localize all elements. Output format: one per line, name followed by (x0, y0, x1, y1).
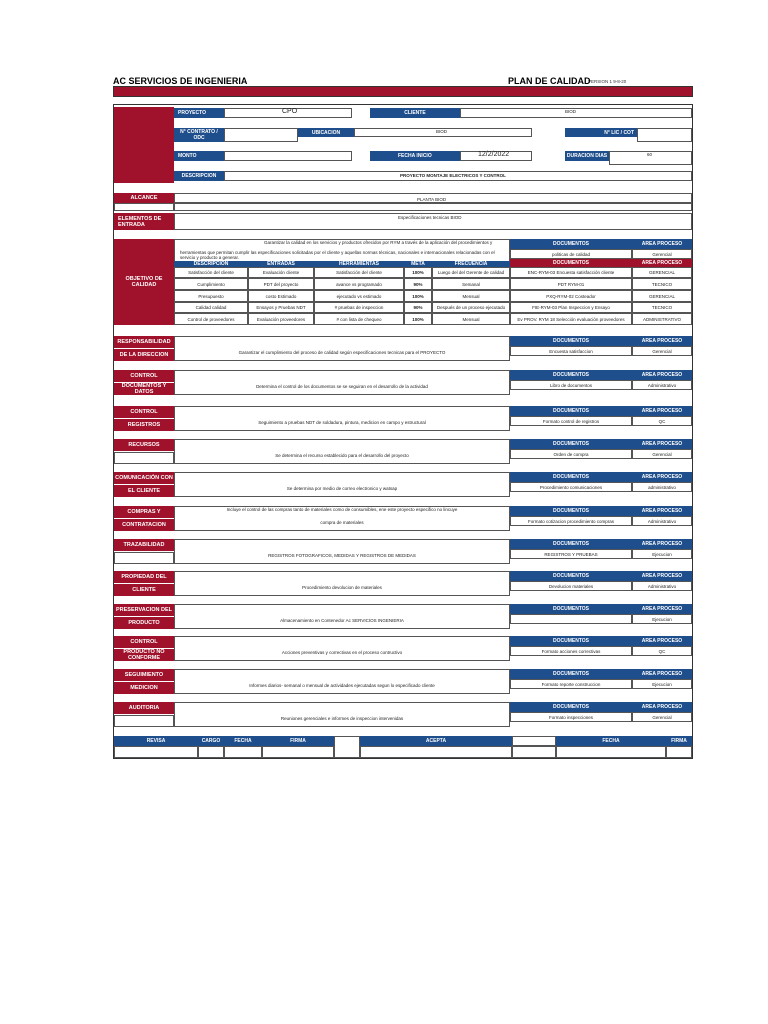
section-text: Acciones preventivas y correctivas en el proceso contructivo (281, 650, 403, 655)
section-doc-value: Orden de compra (510, 449, 632, 459)
section-content-box[interactable] (174, 336, 510, 361)
section-title: CONTROL (114, 406, 174, 418)
section-area-value: Administrativo (632, 581, 692, 591)
section-title: RECURSOS (114, 439, 174, 451)
section-text-2: compra de materiales (320, 520, 364, 525)
duracion-value: 60 (647, 152, 653, 157)
obj-cell: Mensual (432, 313, 510, 325)
footer-revisa-field[interactable] (114, 746, 198, 758)
section-doc-header: DOCUMENTOS (510, 506, 632, 516)
section-area-header: AREA PROCESO (632, 604, 692, 614)
section-content-box[interactable] (174, 669, 510, 694)
section-area-value: QC (632, 646, 692, 656)
header-bar (113, 86, 693, 97)
obj-cell: Semanal (432, 278, 510, 290)
footer-spacer (334, 736, 360, 758)
section-doc-value: Formato inspecciones (510, 712, 632, 722)
company-name: AC SERVICIOS DE INGENIERIA (113, 76, 248, 86)
obj-cell: Satisfacción del cliente (314, 267, 404, 278)
objetivo-text-1: Garantizar la calidad en los servicios y productos ofrecidos por RYM a través de la aplicación del procedimientos y (264, 240, 493, 245)
ubicacion-label: UBICACION (298, 128, 354, 137)
section-doc-header: DOCUMENTOS (510, 702, 632, 712)
section-title: CONTROL (114, 370, 174, 382)
footer-firma-field[interactable] (262, 746, 334, 758)
obj-cell: Mensual (432, 290, 510, 302)
obj-cell: Ensayos y Pruebas NDT (248, 302, 314, 313)
section-doc-header: DOCUMENTOS (510, 472, 632, 482)
footer-cargo: CARGO (198, 736, 224, 746)
section-content-box[interactable] (174, 370, 510, 395)
obj-doc-top: politicas de calidad (510, 249, 632, 259)
obj-cell: avance vs programado (314, 278, 404, 290)
section-area-header: AREA PROCESO (632, 370, 692, 380)
obj-cell: Luego del del Gerente de calidad (432, 267, 510, 278)
footer-fecha: FECHA (224, 736, 262, 746)
monto-field[interactable] (224, 151, 352, 161)
section-doc-value: Encuesta satisfaccion (510, 346, 632, 356)
section-subtitle-empty (114, 552, 174, 564)
section-doc-value: Libro de documentos (510, 380, 632, 390)
obj-area-header-2: AREA PROCESO (632, 259, 692, 267)
section-text: Almacenamiento en Contenedor Ac SERVICIOS INGENIERIA (280, 618, 404, 623)
objetivo-label: OBJETIVO DE CALIDAD (114, 239, 174, 325)
descripcion-label: DESCRIPCION (174, 171, 224, 181)
section-subtitle: PRODUCTO (114, 617, 174, 629)
section-area-value: QC (632, 416, 692, 426)
monto-label: MONTO (174, 151, 224, 161)
ubicacion-value: BIOD (436, 129, 448, 134)
obj-doc-cell: Ev PROV. RYM 18 Selección evaluación proveedores (510, 313, 632, 325)
section-doc-header: DOCUMENTOS (510, 406, 632, 416)
obj-col-frecuencia: FRECUENCIA (432, 261, 510, 267)
obj-cell: Presupuesto (174, 290, 248, 302)
footer-firma-2: FIRMA (666, 736, 692, 746)
section-title: PRESERVACION DEL (114, 604, 174, 616)
section-area-header: AREA PROCESO (632, 669, 692, 679)
section-text: Incluye el control de las compras tanto de materiales como de consumibles, ene este proyecto especifico no lincuye (226, 507, 458, 512)
fecha-inicio-label: FECHA INICIO (370, 151, 460, 161)
elementos-label: ELEMENTOS DE ENTRADA (114, 213, 174, 230)
section-content-box[interactable] (174, 636, 510, 661)
section-subtitle: MEDICION (114, 682, 174, 694)
obj-doc-header-2: DOCUMENTOS (510, 259, 632, 267)
section-doc-header: DOCUMENTOS (510, 669, 632, 679)
section-doc-header: DOCUMENTOS (510, 636, 632, 646)
lic-field[interactable] (637, 128, 692, 142)
obj-doc-cell: PDT RYM-01 (510, 278, 632, 290)
objetivo-text-2: herramientas que permitan cumplir las especificaciones solicitadas por el cliente y aquellas normas técnicas, nacionales e internacionales relacionadas con el servicio y producto a generar. (180, 250, 495, 260)
section-doc-header: DOCUMENTOS (510, 336, 632, 346)
obj-cell: 100% (404, 267, 432, 278)
section-subtitle: EL CLIENTE (114, 485, 174, 497)
footer-acepta-field[interactable] (360, 746, 512, 758)
section-area-value: Gerencial (632, 449, 692, 459)
section-area-value: Ejecucion (632, 679, 692, 689)
section-text: Reuniones gerenciales e informes de inspeccion intervenidas (280, 716, 404, 721)
lic-label: N° LIC / COT (565, 128, 637, 137)
section-area-value: Gerencial (632, 712, 692, 722)
elementos-value: Especificaciones tecnicas BIOD (398, 215, 462, 220)
section-doc-value: Formato acciones correctivas (510, 646, 632, 656)
section-area-header: AREA PROCESO (632, 472, 692, 482)
section-area-header: AREA PROCESO (632, 636, 692, 646)
footer-acepta-name[interactable] (512, 736, 556, 746)
section-doc-value: Formato cotizacion procedimiento compras (510, 516, 632, 526)
section-text: Seguimiento a pruebas NDT de soldadura, pintura, medicion en campo y estructural (258, 420, 426, 425)
obj-cell: Después de un proceso ejecutado (432, 302, 510, 313)
section-text: Informes diarios- semanal o mensual de actividades ejecutadas segun lo especificado cliente (249, 683, 435, 688)
proyecto-value: CPO (282, 108, 298, 115)
alcance-label: ALCANCE (114, 193, 174, 203)
section-text: Determina el control de los documentos se se seguiran en el desarrollo de la actividad (256, 384, 428, 389)
contrato-label: N° CONTRATO / ODC (174, 128, 224, 142)
obj-cell: PDT del proyecto (248, 278, 314, 290)
section-text: Se determina por medio de correo electronico y watsap (286, 486, 398, 491)
obj-cell: # con lista de chequeo (314, 313, 404, 325)
section-area-header: AREA PROCESO (632, 406, 692, 416)
obj-cell: Calidad calidad (174, 302, 248, 313)
plan-title: PLAN DE CALIDAD (508, 76, 591, 86)
obj-cell: 90% (404, 302, 432, 313)
obj-col-descripcion: DESCRIPCION (174, 261, 248, 267)
section-title: RESPONSABILIDAD (114, 336, 174, 348)
section-doc-header: DOCUMENTOS (510, 539, 632, 549)
obj-area-cell: ADMINISTRATIVO (632, 313, 692, 325)
section-area-value: Administrativo (632, 380, 692, 390)
section-content-box[interactable] (174, 702, 510, 727)
cliente-value: BIOD (565, 109, 577, 114)
footer-fecha-2-field[interactable] (556, 746, 666, 758)
section-doc-value (510, 614, 632, 624)
section-doc-header: DOCUMENTOS (510, 604, 632, 614)
section-area-value: Ejecucion (632, 614, 692, 624)
proyecto-label: PROYECTO (174, 108, 224, 118)
section-doc-header: DOCUMENTOS (510, 370, 632, 380)
section-subtitle-empty (114, 452, 174, 464)
section-title: TRAZABILIDAD (114, 539, 174, 551)
section-doc-value: Procedimiento comunicaciones (510, 482, 632, 492)
section-area-header: AREA PROCESO (632, 439, 692, 449)
section-doc-value: Formato control de registros (510, 416, 632, 426)
section-doc-value: REGISTROS Y PRUEBAS (510, 549, 632, 559)
obj-cell: ejecutado vs estimado (314, 290, 404, 302)
section-area-header: AREA PROCESO (632, 506, 692, 516)
obj-area-cell: TECNICO (632, 278, 692, 290)
obj-area-header: AREA PROCESO (632, 239, 692, 249)
section-content-box[interactable] (174, 571, 510, 596)
footer-fecha-2: FECHA (556, 736, 666, 746)
section-doc-value: Formato reporte construccion (510, 679, 632, 689)
obj-cell: 100% (404, 313, 432, 325)
obj-doc-cell: FIE-RYM-03 Plan Inspeccion y Ensayo (510, 302, 632, 313)
obj-doc-cell: ENC-RYM-03 Encuesta satisfacción cliente (510, 267, 632, 278)
footer-acepta: ACEPTA (360, 736, 512, 746)
section-title: SEGUIMIENTO (114, 669, 174, 681)
cliente-label: CLIENTE (370, 108, 460, 118)
section-area-value: Ejecucion (632, 549, 692, 559)
footer-firma-2-field[interactable] (666, 746, 692, 758)
obj-cell: 90% (404, 278, 432, 290)
obj-cell: # pruebas de inspeccion (314, 302, 404, 313)
section-doc-header: DOCUMENTOS (510, 571, 632, 581)
section-title: COMUNICACIÓN CON (114, 472, 174, 484)
obj-col-meta: META (404, 261, 432, 267)
footer-firma: FIRMA (262, 736, 334, 746)
section-area-header: AREA PROCESO (632, 702, 692, 712)
section-content-box[interactable] (174, 406, 510, 431)
section-area-header: AREA PROCESO (632, 539, 692, 549)
obj-cell: Cumplimiento (174, 278, 248, 290)
obj-cell: Control de proveedores (174, 313, 248, 325)
obj-area-cell: GERENCIAL (632, 267, 692, 278)
duracion-label: DURACION DIAS (566, 153, 608, 159)
section-title: AUDITORIA (114, 702, 174, 714)
section-content-box[interactable] (174, 539, 510, 564)
section-text: Se determina el recurso establecido para el desarrollo del proyecto (275, 453, 409, 458)
alcance-left-box (114, 203, 174, 211)
section-content-box[interactable] (174, 604, 510, 629)
section-subtitle: DE LA DIRECCION (114, 349, 174, 361)
section-area-value: Administrativo (632, 516, 692, 526)
obj-doc-header: DOCUMENTOS (510, 239, 632, 249)
obj-area-cell: TECNICO (632, 302, 692, 313)
footer-fecha-field[interactable] (224, 746, 262, 758)
section-area-header: AREA PROCESO (632, 336, 692, 346)
section-subtitle: DOCUMENTOS Y DATOS (114, 383, 174, 395)
footer-acepta-name-field[interactable] (512, 746, 556, 758)
section-area-header: AREA PROCESO (632, 571, 692, 581)
section-text: REGISTROS FOTOGRAFICOS, MEDIDAS Y REGISTROS DE MEDIDAS (268, 553, 416, 558)
obj-cell: Evaluación cliente (248, 267, 314, 278)
section-subtitle: REGISTROS (114, 419, 174, 431)
section-title: COMPRAS Y (114, 506, 174, 518)
obj-cell: Satisfacción del cliente (174, 267, 248, 278)
obj-cell: costo Estimado (248, 290, 314, 302)
section-content-box[interactable] (174, 472, 510, 497)
footer-revisa: REVISA (114, 736, 198, 746)
project-red-block (114, 107, 174, 183)
version-label: VERSION 1 9-8-20 (588, 79, 627, 84)
fecha-inicio-value: 12/2/2022 (478, 151, 510, 158)
obj-area-cell: GERENCIAL (632, 290, 692, 302)
section-area-value: administrativo (632, 482, 692, 492)
section-subtitle: CLIENTE (114, 584, 174, 596)
descripcion-value: PROYECTO MONTAJE ELECTRICOS Y CONTROL (400, 173, 506, 178)
obj-area-top: Gerencial (632, 249, 692, 259)
obj-col-entradas: ENTRADAS (248, 261, 314, 267)
section-doc-header: DOCUMENTOS (510, 439, 632, 449)
footer-cargo-field[interactable] (198, 746, 224, 758)
section-subtitle: CONTRATACION (114, 519, 174, 531)
obj-cell: 100% (404, 290, 432, 302)
alcance-field[interactable] (174, 203, 692, 211)
section-area-value: Gerencial (632, 346, 692, 356)
section-text: Garantizar el cumplimiento del proceso de calidad según especificaciones tecnicas para el PROYECTO (238, 350, 446, 355)
section-subtitle: PRODUCTO NO CONFORME (114, 649, 174, 661)
section-doc-value: Devolucion materiales (510, 581, 632, 591)
section-text: Procedimiento devolucion de materiales (302, 585, 382, 590)
contrato-field[interactable] (224, 128, 298, 142)
obj-cell: Evaluación proveedores (248, 313, 314, 325)
section-title: CONTROL (114, 636, 174, 648)
obj-col-herramientas: HERRAMIENTAS (314, 261, 404, 267)
obj-doc-cell: PXQ-RYM-02 Costeador (510, 290, 632, 302)
section-subtitle-empty (114, 715, 174, 727)
section-title: PROPIEDAD DEL (114, 571, 174, 583)
alcance-value: PLANTA BIOD (417, 197, 447, 202)
section-content-box[interactable] (174, 439, 510, 464)
